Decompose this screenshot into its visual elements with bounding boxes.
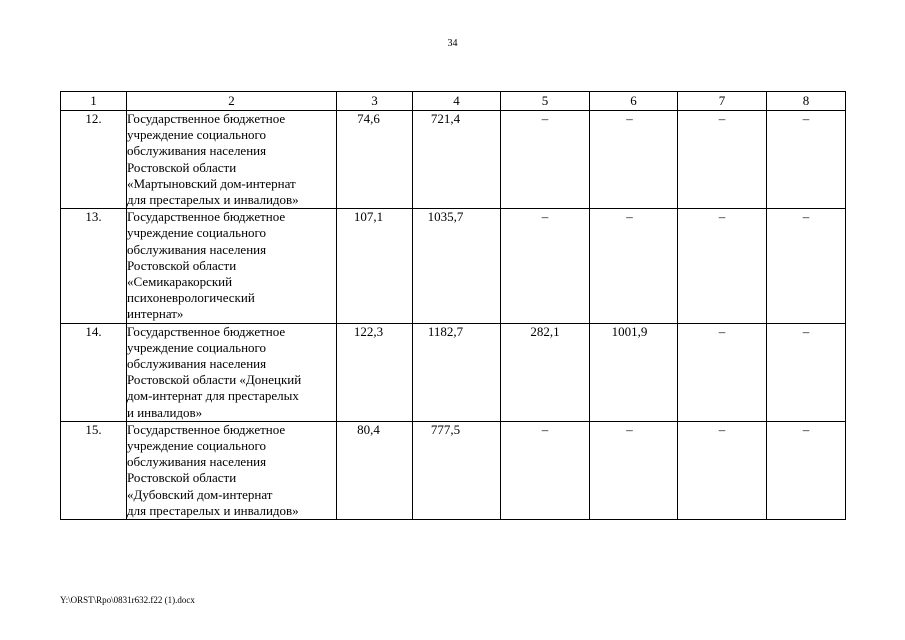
row-number: 13. (61, 209, 127, 323)
value-cell: – (590, 209, 678, 323)
table-row (61, 323, 846, 421)
value-cell: – (678, 111, 767, 209)
value-cell: – (501, 111, 590, 209)
value-cell: – (590, 421, 678, 519)
value-cell: 777,5 (413, 421, 501, 519)
institution-name (127, 323, 337, 421)
institution-name (127, 111, 337, 209)
column-header: 4 (413, 92, 501, 111)
name-line: и инвалидов» (127, 404, 203, 420)
name-line: Государственное бюджетное (127, 209, 286, 225)
value-cell: – (501, 209, 590, 323)
name-line: Ростовской области «Донецкий (127, 372, 302, 388)
name-line: обслуживания населения (127, 356, 267, 372)
name-line: обслуживания населения (127, 241, 267, 257)
name-line: учреждение социального (127, 339, 267, 355)
value-cell: 1035,7 (413, 209, 501, 323)
name-line: для престарелых и инвалидов» (127, 192, 299, 208)
name-line: для престарелых и инвалидов» (127, 502, 299, 518)
name-line: обслуживания населения (127, 143, 267, 159)
name-line: «Семикаракорский (127, 274, 233, 290)
value-cell: 282,1 (501, 323, 590, 421)
value-cell: – (767, 323, 846, 421)
value-cell: 107,1 (337, 209, 413, 323)
value-cell: – (501, 421, 590, 519)
value-cell: – (678, 421, 767, 519)
value-cell: – (590, 111, 678, 209)
name-line: учреждение социального (127, 438, 267, 454)
data-table (60, 91, 846, 520)
column-header: 7 (678, 92, 767, 111)
value-cell: – (767, 209, 846, 323)
value-cell: 80,4 (337, 421, 413, 519)
file-path-footer: Y:\ORST\Rpo\0831r632.f22 (1).docx (60, 595, 195, 605)
column-header: 3 (337, 92, 413, 111)
table-row (61, 209, 846, 323)
name-line: Ростовской области (127, 159, 237, 175)
value-cell: – (767, 111, 846, 209)
value-cell: 1182,7 (413, 323, 501, 421)
name-line: Ростовской области (127, 257, 237, 273)
table-row (61, 421, 846, 519)
value-cell: 721,4 (413, 111, 501, 209)
row-number: 15. (61, 421, 127, 519)
value-cell: – (678, 209, 767, 323)
column-header: 5 (501, 92, 590, 111)
name-line: «Мартыновский дом-интернат (127, 175, 296, 191)
name-line: интернат» (127, 306, 184, 322)
institution-name (127, 209, 337, 323)
row-number: 12. (61, 111, 127, 209)
value-cell: 122,3 (337, 323, 413, 421)
name-line: дом-интернат для престарелых (127, 388, 299, 404)
column-header: 8 (767, 92, 846, 111)
value-cell: 1001,9 (590, 323, 678, 421)
name-line: учреждение социального (127, 127, 267, 143)
column-header: 1 (61, 92, 127, 111)
row-number: 14. (61, 323, 127, 421)
institution-name (127, 421, 337, 519)
name-line: обслуживания населения (127, 454, 267, 470)
name-line: Государственное бюджетное (127, 111, 286, 126)
value-cell: – (678, 323, 767, 421)
name-line: учреждение социального (127, 225, 267, 241)
table-row (61, 111, 846, 209)
name-line: психоневрологический (127, 290, 255, 306)
name-line: Государственное бюджетное (127, 323, 286, 339)
value-cell: – (767, 421, 846, 519)
page-number: 34 (447, 38, 458, 49)
name-line: «Дубовский дом-интернат (127, 486, 273, 502)
name-line: Государственное бюджетное (127, 421, 286, 437)
column-header: 2 (127, 92, 337, 111)
column-header: 6 (590, 92, 678, 111)
name-line: Ростовской области (127, 470, 237, 486)
table-header-row (61, 92, 846, 111)
value-cell: 74,6 (337, 111, 413, 209)
